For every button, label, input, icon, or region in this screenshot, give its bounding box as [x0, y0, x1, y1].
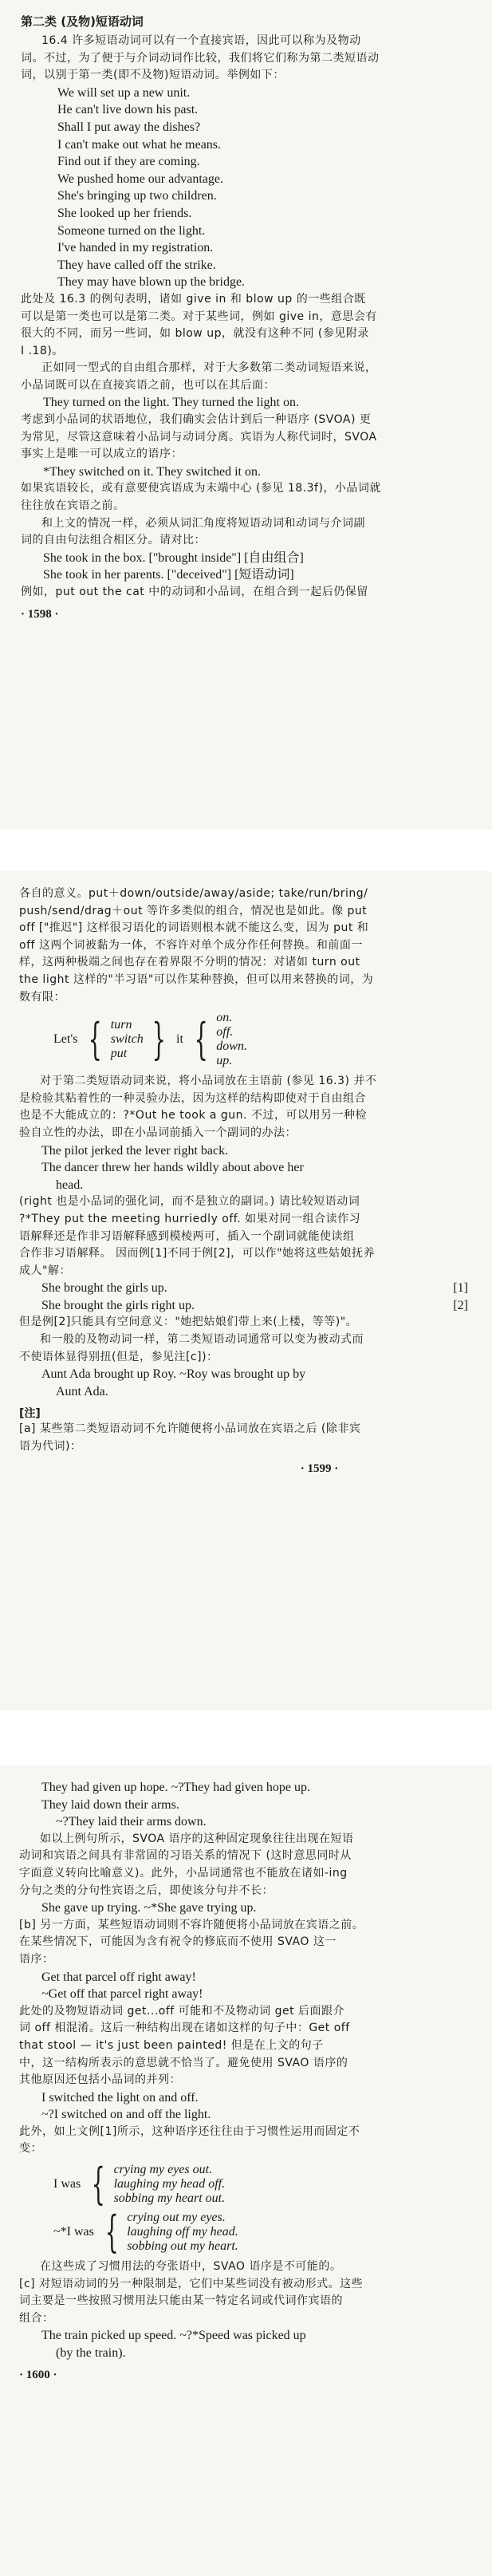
example-line: (by the train).: [56, 2346, 126, 2361]
example-line: Aunt Ada.: [56, 1384, 108, 1398]
text-line: 数有限：: [19, 990, 65, 1004]
particle-option: off.: [216, 1025, 234, 1039]
section-heading: 第二类 (及物)短语动词: [21, 14, 144, 29]
example-text: She brought the girls right up.: [41, 1298, 195, 1312]
example-line: Someone turned on the light.: [57, 223, 206, 238]
idiom-option: laughing off my head.: [127, 2225, 238, 2239]
example-line: The dancer threw her hands wildly about above her: [41, 1161, 304, 1175]
verb-option: put: [110, 1047, 128, 1061]
text-line: 和上文的情况一样，必须从词汇角度将短语动词和动词与介词副: [41, 516, 365, 530]
text-line: 考虑到小品词的状语地位，我们确实会估计到后一种语序 (SVOA) 更: [21, 413, 372, 427]
text-line: off 这两个词被黏为一体，不容许对单个成分作任何替换。和前面一: [19, 938, 363, 952]
verb-option: switch: [110, 1032, 144, 1047]
page-number: · 1598 ·: [21, 607, 59, 621]
text-line: 此外，如上文例[1]所示，这种语序还往往由于习惯性运用而固定不: [19, 2124, 360, 2138]
left-brace: {: [104, 2207, 119, 2258]
text-line: 16.4 许多短语动词可以有一个直接宾语，因此可以称为及物动: [41, 34, 361, 47]
text-line: that stool — it's just been painted! 但是在上文的句子: [19, 2038, 324, 2052]
text-line: 也是不大能成立的：?*Out he took a gun. 不过，可以用另一种检: [19, 1109, 367, 1122]
example-line: *They switched on it. They switched it on.: [43, 464, 261, 479]
text-line: 词。不过，为了便于与介词动词作比较，我们将它们称为第二类短语动: [21, 51, 380, 65]
text-line: off ["推迟"] 这样很习语化的词语则根本就不能这么变，因为 put 和: [19, 921, 369, 935]
text-line: 对于第二类短语动词来说，将小品词放在主语前 (参见 16.3) 并不: [40, 1075, 377, 1088]
example-line: I've handed in my registration.: [57, 241, 214, 255]
example-line: ~?I switched on and off the light.: [41, 2108, 211, 2122]
idiom-option: sobbing my heart out.: [113, 2191, 226, 2206]
example-line: I switched the light on and off.: [41, 2090, 199, 2105]
particle-option: on.: [216, 1011, 233, 1025]
text-line: 例如，put out the cat 中的动词和小品词，在组合到一起后仍保留: [21, 586, 368, 598]
example-line: Shall I put away the dishes?: [57, 120, 201, 134]
text-line: [a] 某些第二类短语动词不允许随便将小品词放在宾语之后 (除非宾: [19, 1422, 361, 1436]
text-line: 词的自由句法组合相区分。请对比：: [21, 534, 206, 547]
example-line: ~?They laid their arms down.: [56, 1815, 207, 1829]
brace-prefix: I was: [53, 2177, 81, 2191]
page-number: · 1599 ·: [300, 1462, 339, 1475]
text-line: 词，以别于第一类(即不及物)短语动词。举例如下：: [21, 69, 285, 82]
left-brace: {: [89, 1014, 103, 1065]
text-line: 成人"解：: [19, 1264, 71, 1277]
example-line: They have called off the strike.: [57, 258, 216, 272]
example-line: The train picked up speed. ~?*Speed was picked up: [41, 2329, 306, 2343]
idiom-options: [127, 2211, 238, 2254]
example-line: She took in her parents. ["deceived"] [短语动词]: [43, 568, 294, 582]
text-line: 其他原因还包括小品词的并列：: [19, 2073, 181, 2087]
example-line: She took in the box. ["brought inside"] [自由组合]: [43, 550, 304, 565]
particle-options: [216, 1011, 247, 1068]
text-line: 语序：: [19, 1952, 54, 1966]
text-line: 是检验其粘着性的一种灵验办法，因为这样的结构即使对于自由组合: [19, 1091, 366, 1105]
example-line-numbered: [19, 1297, 476, 1315]
text-line: 小品词既可以在直接宾语之前，也可以在其后面：: [21, 378, 275, 392]
example-line: Aunt Ada brought up Roy. ~Roy was brought up by: [41, 1367, 306, 1382]
text-line: 语解释还是作非习语解释感到模棱两可，插入一个副词就能使读组: [19, 1229, 355, 1243]
example-ref: [1]: [453, 1281, 468, 1296]
idiom-options: [114, 2163, 226, 2206]
example-line: The pilot jerked the lever right back.: [41, 1143, 229, 1158]
example-line: ~Get off that parcel right away!: [41, 1987, 203, 2002]
verb-option: turn: [110, 1018, 132, 1032]
text-line: 样，这两种极端之间也存在着界限不分明的情况：对诸如 turn out: [19, 956, 360, 969]
brace-middle: it: [176, 1032, 183, 1047]
text-line: 词 off 相混淆。这后一种结构出现在诸如这样的句子中：Get off: [19, 2022, 350, 2035]
idiom-option: crying out my eyes.: [127, 2211, 226, 2225]
example-line: They had given up hope. ~?They had given hope up.: [41, 1781, 311, 1794]
example-line: We will set up a new unit.: [57, 85, 191, 100]
text-line: 在某些情况下，可能因为含有祝令的修底而不使用 SVAO 这一: [19, 1935, 337, 1949]
text-line: 但是例[2]只能具有空间意义："她把姑娘们带上来(上楼，等等)"。: [19, 1316, 358, 1329]
example-line: He can't live down his past.: [57, 103, 199, 117]
text-line: (right 也是小品词的强化词，而不是独立的副词。) 请比较短语动词: [19, 1195, 360, 1209]
text-line: 正如同一型式的自由组合那样，对于大多数第二类动词短语来说，: [41, 361, 377, 375]
text-line: 语为代词)：: [19, 1440, 82, 1454]
example-line: head.: [56, 1178, 84, 1192]
text-line: 验自立性的办法，即在小品词前插入一个副词的办法：: [19, 1126, 297, 1139]
particle-option: down.: [216, 1039, 247, 1054]
example-line: She gave up trying. ~*She gave trying up.: [41, 1901, 257, 1915]
text-line: I .18)。: [21, 344, 64, 357]
example-line: We pushed home our advantage.: [57, 172, 223, 186]
verb-options: [111, 1018, 144, 1061]
text-line: 很大的不同，而另一些词，如 blow up，就没有这种不同 (参见附录: [21, 327, 369, 341]
text-line: ?*They put the meeting hurriedly off. 如果对同一组合读作习: [19, 1212, 361, 1225]
text-line: 如以上例句所示，SVOA 语序的这种固定现象往往出现在短语: [40, 1832, 354, 1845]
text-line: 在这些成了习惯用法的夸张语中，SVAO 语序是不可能的。: [40, 2260, 342, 2274]
text-line: 动词和宾语之间具有非常固的习语关系的情况下 (这时意思同时从: [19, 1849, 352, 1863]
example-line: She's bringing up two children.: [57, 189, 217, 203]
text-line: 词主要是一些按照习惯用法只能由某一特定名词或代词作宾语的: [19, 2294, 343, 2308]
text-line: 可以是第一类也可以是第二类。对于某些词，例如 give in，意思会有: [21, 310, 377, 323]
brace-prefix: Let's: [53, 1032, 78, 1047]
example-ref: [2]: [453, 1298, 468, 1312]
text-line: the light 这样的"半习语"可以作某种替换，但可以用来替换的词，为: [19, 972, 374, 986]
idiom-option: sobbing out my heart.: [127, 2239, 238, 2254]
particle-option: up.: [216, 1054, 233, 1068]
right-brace: }: [152, 1014, 166, 1065]
example-line: They may have blown up the bridge.: [57, 275, 246, 290]
example-line: They laid down their arms.: [41, 1797, 179, 1812]
page-number: · 1600 ·: [19, 2368, 57, 2381]
text-line: 组合：: [19, 2311, 54, 2325]
example-line: She looked up her friends.: [57, 206, 192, 220]
brace-example-1: [19, 2159, 476, 2210]
text-line: 此处的及物短语动词 get...off 可能和不及物动词 get 后面跟介: [19, 2004, 345, 2018]
example-line: Get that parcel off right away!: [41, 1970, 196, 1984]
idiom-option: laughing my head off.: [113, 2177, 226, 2191]
text-line: 和一般的及物动词一样，第二类短语动词通常可以变为被动式而: [40, 1333, 364, 1347]
text-line: 不使语体显得别扭(但是，参见注[c])：: [19, 1350, 218, 1363]
example-line: They turned on the light. They turned the light on.: [43, 396, 299, 410]
text-line: push/send/drag＋out 等许多类似的组合，情况也是如此。像 put: [19, 904, 368, 917]
page-1598: [0, 0, 492, 830]
idiom-option: crying my eyes out.: [113, 2163, 213, 2177]
brace-example-2: [19, 2207, 476, 2258]
text-line: 此处及 16.3 的例句表明，诸如 give in 和 blow up 的一些组合既: [21, 292, 366, 306]
text-line: 事实上是唯一可以成立的语序：: [21, 448, 183, 461]
text-line: 分句之类的分句性宾语之后，即使该分句并不长：: [19, 1884, 274, 1897]
text-line: 如果宾语较长，或有意要使宾语成为末端中心 (参见 18.3f)，小品词就: [21, 482, 381, 495]
text-line: [b] 另一方面，某些短语动词则不容许随便将小品词放在宾语之前。: [19, 1918, 364, 1931]
left-brace: {: [91, 2159, 105, 2210]
brace-example: [19, 1011, 476, 1068]
text-line: 字面意义转向比喻意义)。此外，小品词通常也不能放在诸如-ing: [19, 1866, 348, 1880]
example-text: She brought the girls up.: [41, 1281, 167, 1296]
text-line: [c] 对短语动词的另一种限制是，它们中某些词没有被动形式。这些: [19, 2277, 364, 2290]
text-line: 往往放在宾语之前。: [21, 499, 125, 513]
text-line: 各自的意义。put＋down/outside/away/aside; take/run/bring/: [19, 887, 368, 900]
example-line: Find out if they are coming.: [57, 155, 200, 169]
brace-prefix: ~*I was: [53, 2225, 94, 2239]
text-line: 为常见，尽管这意味着小品词与动词分离。宾语为人称代词时，SVOA: [21, 430, 377, 444]
page-1600: [0, 1765, 492, 2576]
text-line: 合作非习语解释。 因而例[1]不同于例[2]，可以作"她将这些姑娘抚养: [19, 1247, 376, 1260]
example-line-numbered: [19, 1280, 476, 1297]
text-line: 中，这一结构所表示的意思就不恰当了。避免使用 SVAO 语序的: [19, 2056, 348, 2069]
left-brace: {: [194, 1014, 208, 1065]
note-label: [注]: [19, 1407, 41, 1421]
example-line: I can't make out what he means.: [57, 137, 222, 152]
text-line: 变：: [19, 2142, 42, 2156]
page-1599: [0, 871, 492, 1710]
